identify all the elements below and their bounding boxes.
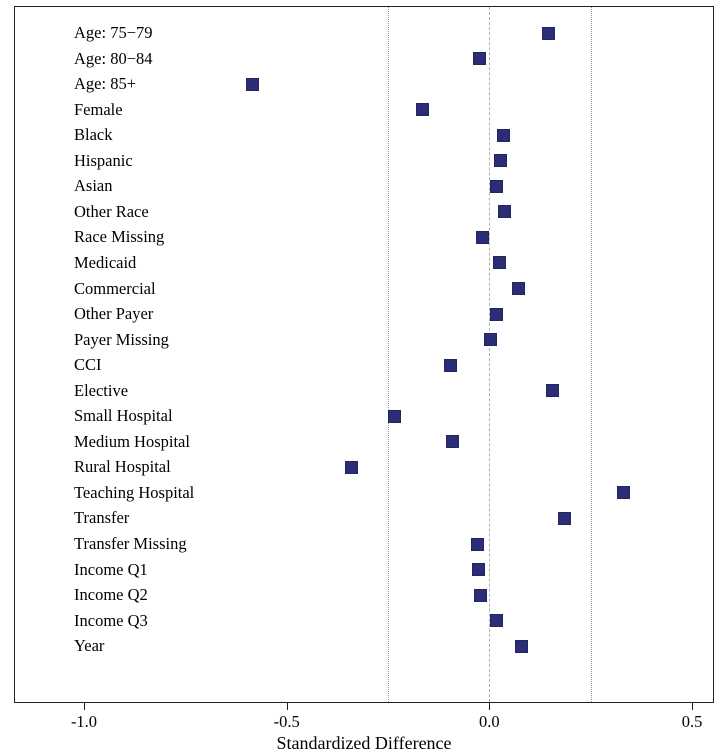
- y-axis-category-label: Asian: [74, 176, 113, 196]
- x-axis-title: Standardized Difference: [276, 733, 452, 753]
- y-axis-category-label: Payer Missing: [74, 329, 169, 349]
- data-point: [416, 103, 429, 116]
- data-point: [542, 27, 555, 40]
- data-point: [474, 589, 487, 602]
- x-axis-tick-label: -1.0: [70, 712, 98, 731]
- y-axis-category-label: Year: [74, 636, 105, 656]
- data-point: [388, 410, 401, 423]
- y-axis-category-label: Elective: [74, 380, 129, 400]
- x-axis-tick-label: 0.5: [681, 712, 703, 731]
- y-axis-category-label: Commercial: [74, 278, 156, 298]
- data-point: [446, 435, 459, 448]
- reference-line-dashed: [489, 7, 490, 702]
- y-axis-category-label: Small Hospital: [74, 406, 173, 426]
- y-axis-category-label: Income Q3: [74, 610, 148, 630]
- x-axis-tick-label: 0.0: [479, 712, 500, 731]
- x-axis-tick: [489, 703, 490, 710]
- y-axis-category-label: Income Q1: [74, 559, 148, 579]
- y-axis-category-label: Transfer Missing: [74, 534, 187, 553]
- data-point: [546, 384, 559, 397]
- data-point: [345, 461, 358, 474]
- data-point: [515, 640, 528, 653]
- data-point: [490, 308, 503, 321]
- data-point: [444, 359, 457, 372]
- y-axis-category-label: Age: 80−84: [74, 48, 153, 68]
- data-point: [498, 205, 511, 218]
- data-point: [512, 282, 525, 295]
- data-point: [617, 486, 630, 499]
- data-point: [476, 231, 489, 244]
- data-point: [490, 180, 503, 193]
- data-point: [497, 129, 510, 142]
- x-axis-tick: [692, 703, 693, 710]
- y-axis-category-label: Other Payer: [74, 304, 154, 324]
- data-point: [473, 52, 486, 65]
- data-point: [471, 538, 484, 551]
- x-axis-tick: [84, 703, 85, 710]
- y-axis-category-label: Transfer: [74, 508, 130, 528]
- y-axis-category-label: Black: [74, 125, 113, 145]
- reference-line-dotted: [591, 7, 592, 702]
- data-point: [493, 256, 506, 269]
- data-point: [246, 78, 259, 91]
- y-axis-category-label: Other Race: [74, 201, 149, 221]
- y-axis-category-label: CCI: [74, 355, 102, 375]
- y-axis-category-label: Hispanic: [74, 150, 133, 170]
- y-axis-category-label: Age: 85+: [74, 74, 137, 94]
- data-point: [472, 563, 485, 576]
- reference-line-dotted: [388, 7, 389, 702]
- y-axis-category-label: Rural Hospital: [74, 457, 171, 477]
- y-axis-category-label: Medium Hospital: [74, 431, 190, 451]
- y-axis-category-label: Race Missing: [74, 227, 165, 247]
- y-axis-category-label: Age: 75−79: [74, 23, 153, 42]
- x-axis-tick-label: -0.5: [273, 712, 300, 731]
- data-point: [494, 154, 507, 167]
- data-point: [490, 614, 503, 627]
- data-point: [484, 333, 497, 346]
- x-axis-tick: [287, 703, 288, 710]
- data-point: [558, 512, 571, 525]
- y-axis-category-label: Teaching Hospital: [74, 482, 195, 502]
- y-axis-category-label: Medicaid: [74, 252, 137, 272]
- y-axis-category-label: Income Q2: [74, 585, 148, 605]
- y-axis-category-label: Female: [74, 99, 123, 119]
